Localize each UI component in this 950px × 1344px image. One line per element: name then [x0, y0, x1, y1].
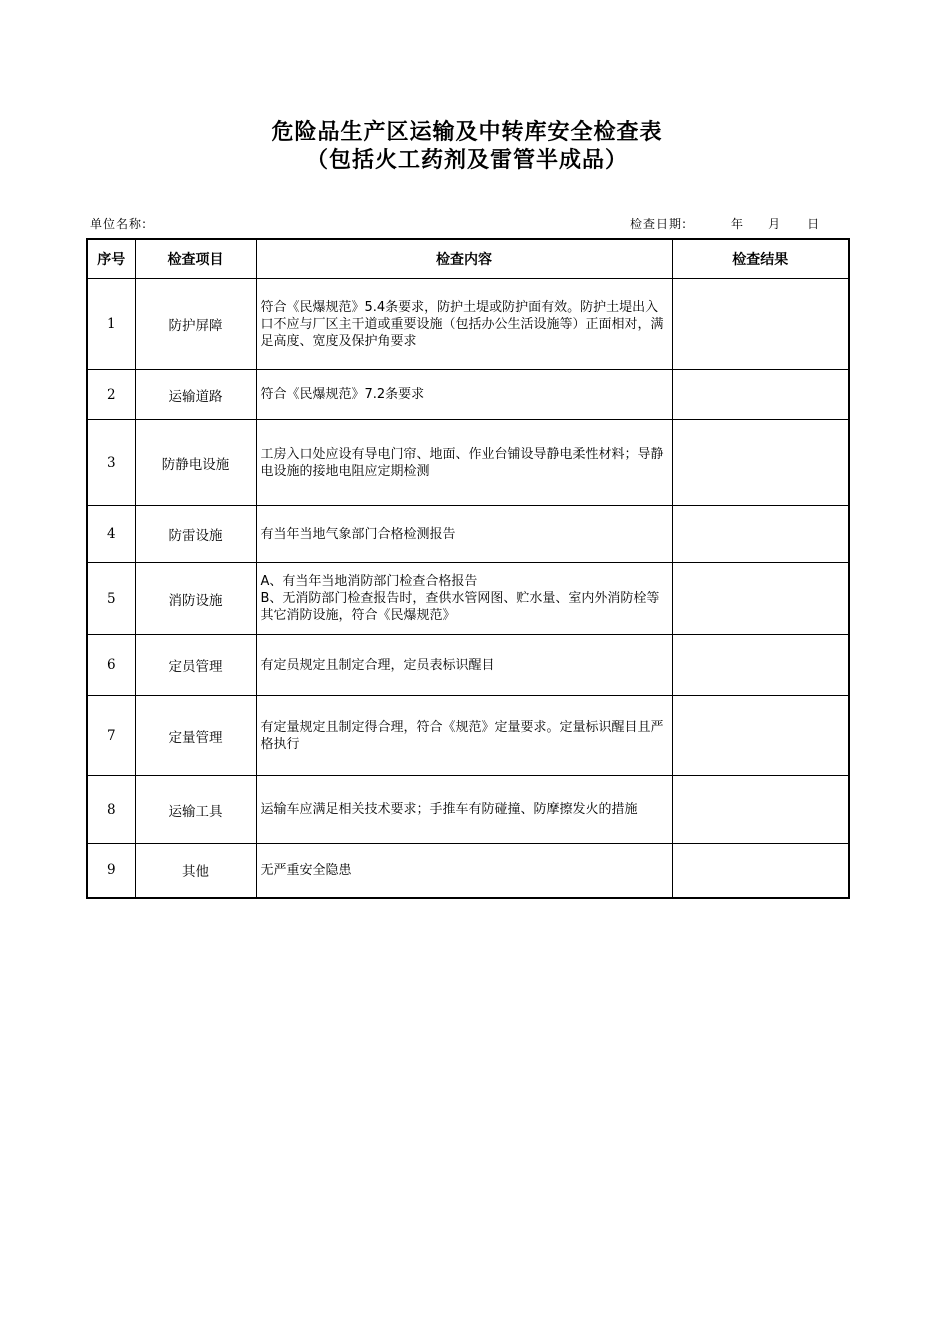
row-content: 工房入口处应设有导电门帘、地面、作业台铺设导静电柔性材料；导静电设施的接地电阻应定期检测 [256, 420, 672, 506]
row-no: 4 [87, 506, 135, 563]
table-row [87, 635, 849, 696]
table-row [87, 563, 849, 635]
table-row [87, 506, 849, 563]
page-title: 危险品生产区运输及中转库安全检查表 [271, 120, 663, 145]
table-row [87, 420, 849, 506]
row-result[interactable] [672, 776, 849, 844]
date-year-label: 年 [731, 217, 745, 231]
row-content: 有定员规定且制定合理，定员表标识醒目 [256, 635, 672, 696]
row-content: 无严重安全隐患 [256, 844, 672, 898]
row-result[interactable] [672, 635, 849, 696]
row-result[interactable] [672, 279, 849, 370]
row-content: A、有当年当地消防部门检查合格报告 B、无消防部门检查报告时，查供水管网图、贮水量、室内外消防栓等其它消防设施，符合《民爆规范》 [256, 563, 672, 635]
row-content: 符合《民爆规范》7.2条要求 [256, 370, 672, 420]
table-header-row [87, 239, 849, 279]
row-item: 防护屏障 [135, 279, 256, 370]
row-item: 其他 [135, 844, 256, 898]
row-result[interactable] [672, 370, 849, 420]
row-content: 有当年当地气象部门合格检测报告 [256, 506, 672, 563]
header-item: 检查项目 [135, 239, 256, 279]
row-no: 7 [87, 696, 135, 776]
inspection-table [86, 238, 850, 899]
row-no: 1 [87, 279, 135, 370]
row-result[interactable] [672, 696, 849, 776]
check-date [630, 216, 820, 232]
row-result[interactable] [672, 506, 849, 563]
row-result[interactable] [672, 420, 849, 506]
unit-name-label: 单位名称: [90, 217, 148, 231]
table-row [87, 696, 849, 776]
row-no: 6 [87, 635, 135, 696]
row-result[interactable] [672, 563, 849, 635]
row-item: 消防设施 [135, 563, 256, 635]
row-item: 定量管理 [135, 696, 256, 776]
header-content: 检查内容 [256, 239, 672, 279]
row-item: 运输工具 [135, 776, 256, 844]
row-no: 2 [87, 370, 135, 420]
row-content: 有定量规定且制定得合理，符合《规范》定量要求。定量标识醒目且严格执行 [256, 696, 672, 776]
table-row [87, 279, 849, 370]
check-date-label: 检查日期: [630, 217, 688, 231]
row-content: 符合《民爆规范》5.4条要求，防护土堤或防护面有效。防护土堤出入口不应与厂区主干道或重要设施（包括办公生活设施等）正面相对，满足高度、宽度及保护角要求 [256, 279, 672, 370]
row-result[interactable] [672, 844, 849, 898]
row-item: 防雷设施 [135, 506, 256, 563]
date-day-label: 日 [807, 217, 821, 231]
row-content: 运输车应满足相关技术要求；手推车有防碰撞、防摩擦发火的措施 [256, 776, 672, 844]
page-subtitle: （包括火工药剂及雷管半成品） [305, 148, 628, 173]
table-row [87, 776, 849, 844]
row-no: 3 [87, 420, 135, 506]
row-no: 5 [87, 563, 135, 635]
header-result: 检查结果 [672, 239, 849, 279]
row-no: 9 [87, 844, 135, 898]
table-row [87, 370, 849, 420]
date-month-label: 月 [768, 217, 782, 231]
row-item: 运输道路 [135, 370, 256, 420]
header-no: 序号 [87, 239, 135, 279]
row-item: 防静电设施 [135, 420, 256, 506]
row-no: 8 [87, 776, 135, 844]
table-row [87, 844, 849, 898]
row-item: 定员管理 [135, 635, 256, 696]
